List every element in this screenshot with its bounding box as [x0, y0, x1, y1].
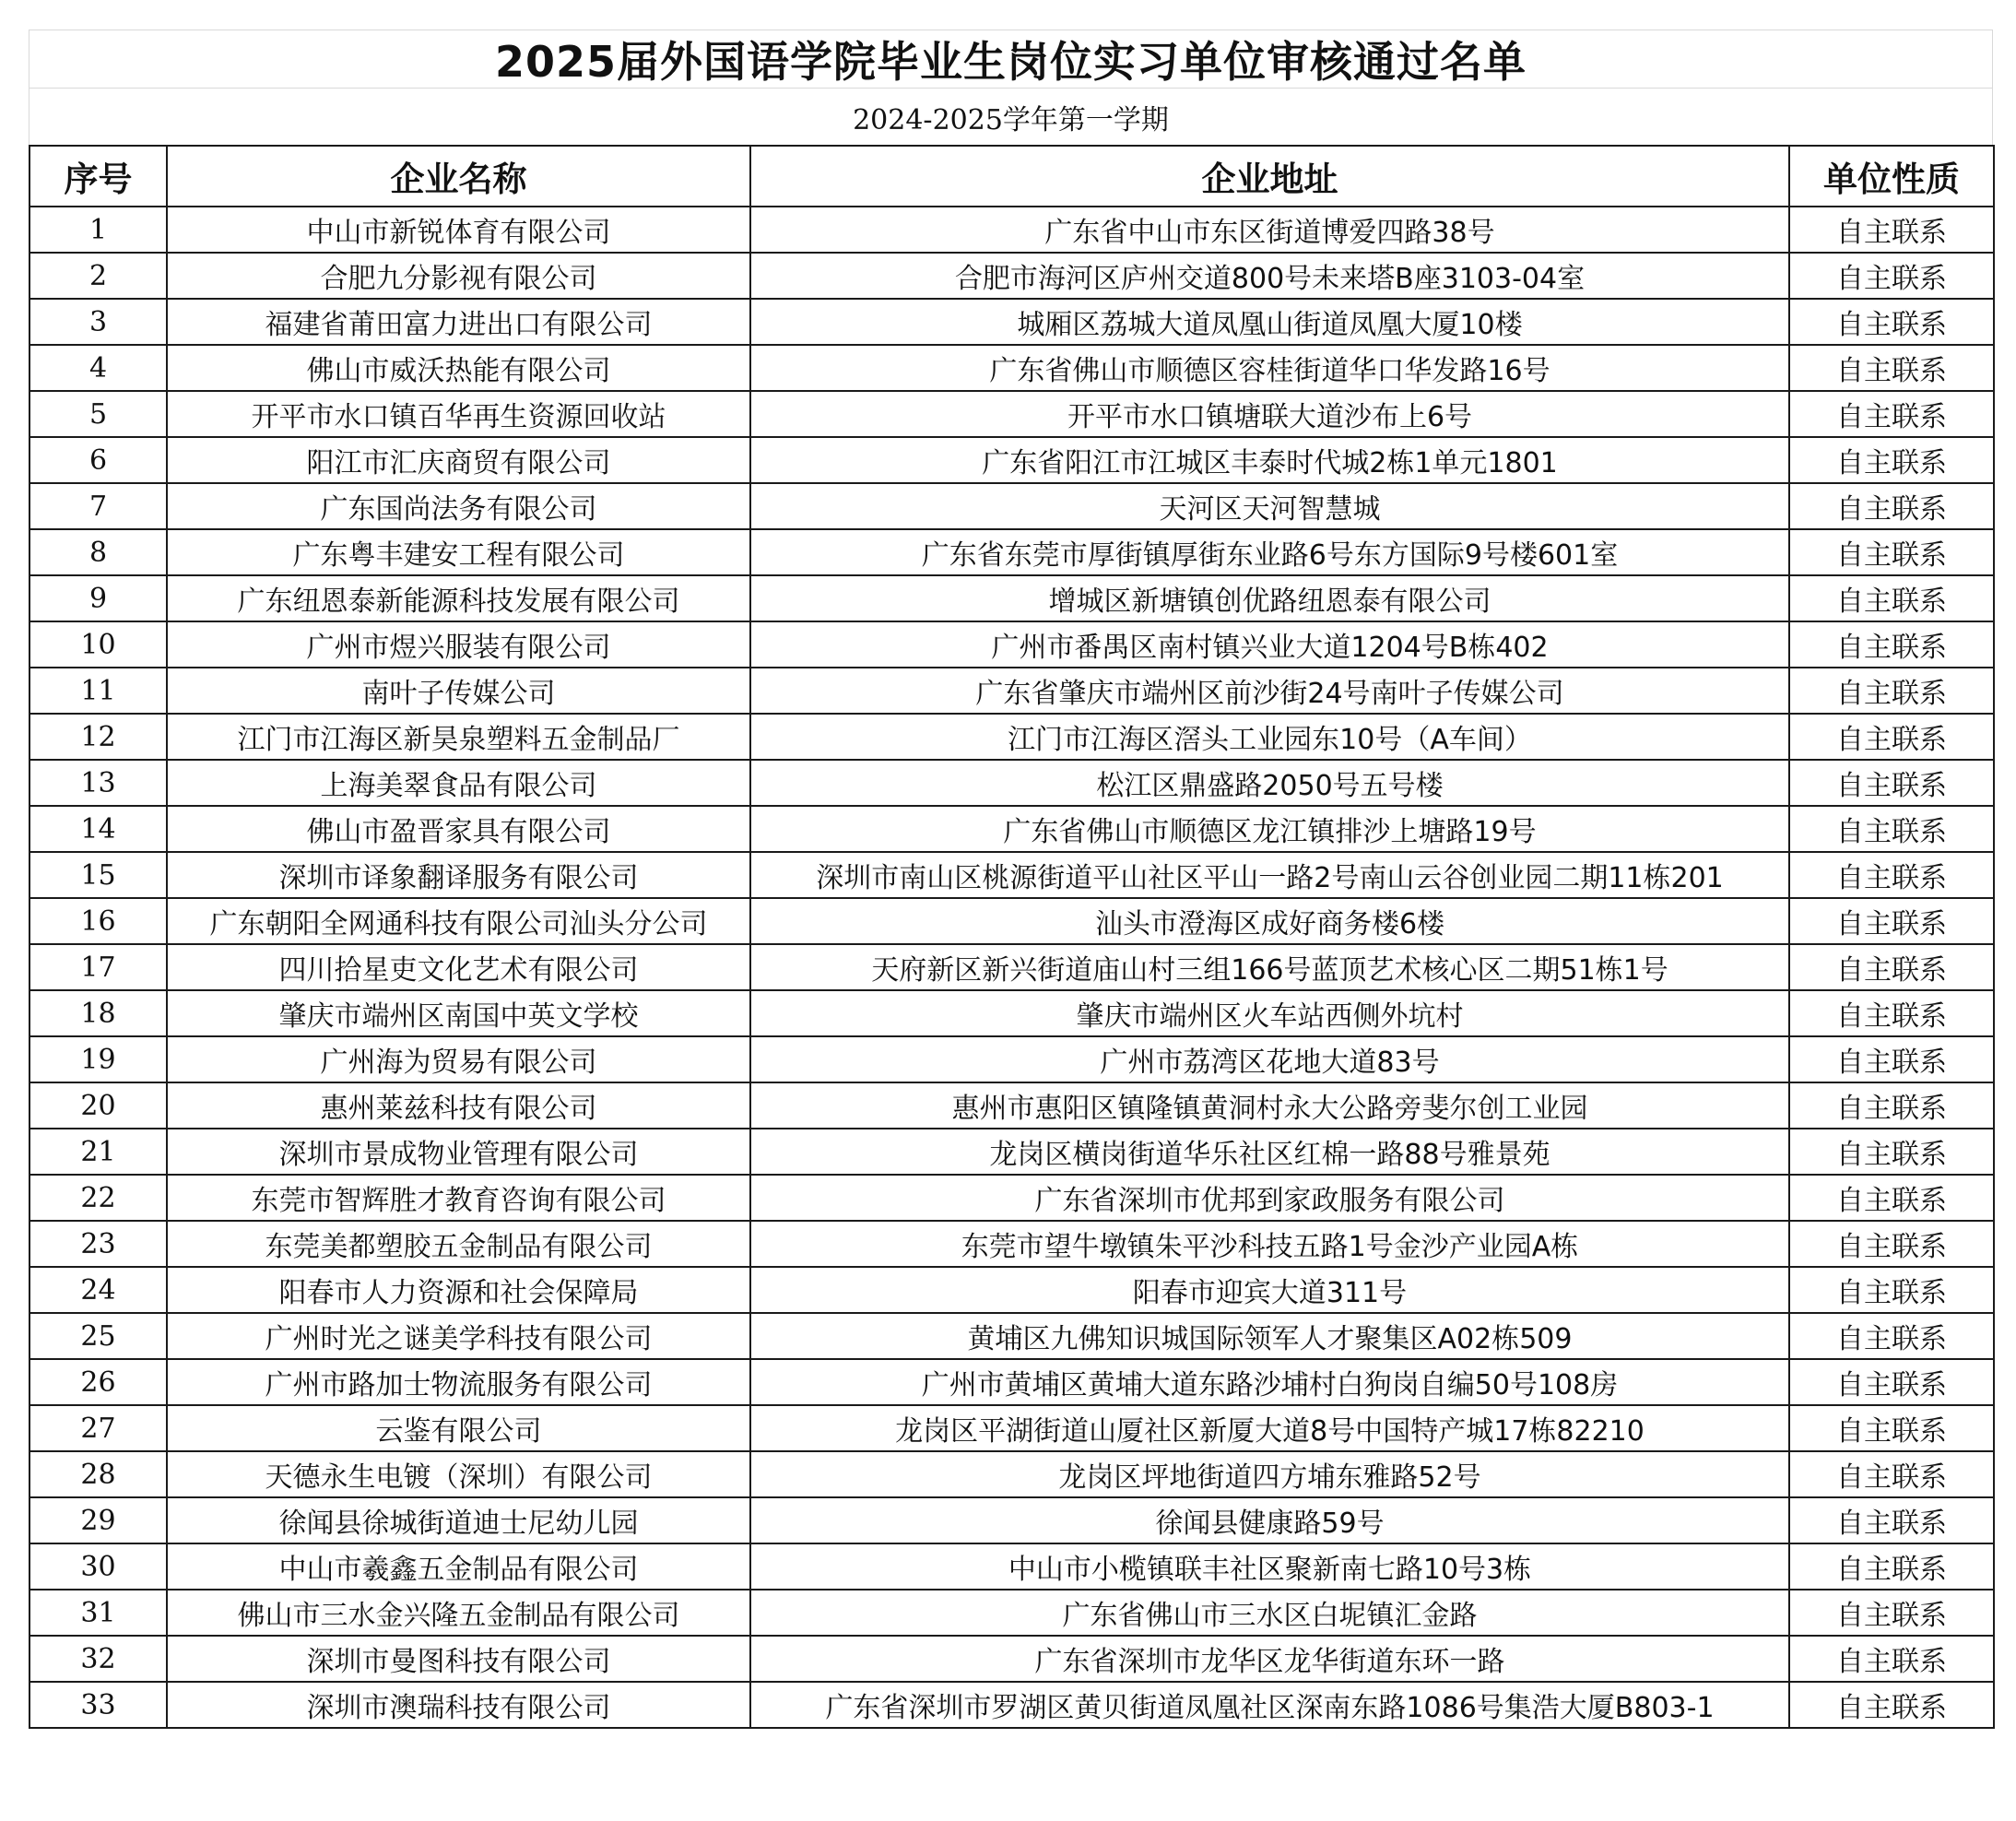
table-row [29, 1543, 1994, 1590]
cell-company-address: 阳春市迎宾大道311号 [750, 1267, 1789, 1313]
cell-company-address: 广州市黄埔区黄埔大道东路沙埔村白狗岗自编50号108房 [750, 1359, 1789, 1405]
table-row [29, 1175, 1994, 1221]
cell-no: 12 [29, 714, 167, 760]
cell-no: 29 [29, 1497, 167, 1543]
table-row [29, 1405, 1994, 1451]
table-row [29, 1313, 1994, 1359]
cell-company-address: 天府新区新兴街道庙山村三组166号蓝顶艺术核心区二期51栋1号 [750, 944, 1789, 990]
cell-unit-type: 自主联系 [1789, 437, 1994, 483]
cell-company-name: 上海美翠食品有限公司 [167, 760, 750, 806]
cell-company-address: 江门市江海区滘头工业园东10号（A车间） [750, 714, 1789, 760]
cell-unit-type: 自主联系 [1789, 253, 1994, 299]
table-row [29, 483, 1994, 529]
header-company-name: 企业名称 [167, 146, 750, 207]
cell-company-address: 广州市番禺区南村镇兴业大道1204号B栋402 [750, 621, 1789, 668]
cell-company-address: 广东省深圳市罗湖区黄贝街道凤凰社区深南东路1086号集浩大厦B803-1 [750, 1682, 1789, 1728]
cell-no: 28 [29, 1451, 167, 1497]
cell-company-name: 云鉴有限公司 [167, 1405, 750, 1451]
table-row [29, 299, 1994, 345]
company-table [29, 145, 1995, 1729]
cell-unit-type: 自主联系 [1789, 1497, 1994, 1543]
cell-company-address: 广州市荔湾区花地大道83号 [750, 1036, 1789, 1082]
cell-company-address: 广东省中山市东区街道博爱四路38号 [750, 207, 1789, 253]
cell-company-address: 城厢区荔城大道凤凰山街道凤凰大厦10楼 [750, 299, 1789, 345]
table-row [29, 898, 1994, 944]
cell-company-name: 广东粤丰建安工程有限公司 [167, 529, 750, 575]
cell-company-address: 广东省深圳市龙华区龙华街道东环一路 [750, 1636, 1789, 1682]
cell-company-name: 徐闻县徐城街道迪士尼幼儿园 [167, 1497, 750, 1543]
cell-company-name: 广州市路加士物流服务有限公司 [167, 1359, 750, 1405]
cell-company-address: 合肥市海河区庐州交道800号未来塔B座3103-04室 [750, 253, 1789, 299]
sheet-subtitle: 2024-2025学年第一学期 [29, 88, 1993, 145]
table-row [29, 529, 1994, 575]
cell-no: 24 [29, 1267, 167, 1313]
cell-no: 11 [29, 668, 167, 714]
table-row [29, 1590, 1994, 1636]
cell-no: 1 [29, 207, 167, 253]
table-row [29, 1636, 1994, 1682]
cell-no: 25 [29, 1313, 167, 1359]
cell-company-name: 南叶子传媒公司 [167, 668, 750, 714]
cell-company-address: 龙岗区平湖街道山厦社区新厦大道8号中国特产城17栋82210 [750, 1405, 1789, 1451]
cell-unit-type: 自主联系 [1789, 1405, 1994, 1451]
cell-no: 7 [29, 483, 167, 529]
cell-no: 21 [29, 1129, 167, 1175]
table-row [29, 621, 1994, 668]
cell-company-address: 龙岗区坪地街道四方埔东雅路52号 [750, 1451, 1789, 1497]
cell-no: 23 [29, 1221, 167, 1267]
cell-no: 19 [29, 1036, 167, 1082]
cell-company-address: 广东省东莞市厚街镇厚街东业路6号东方国际9号楼601室 [750, 529, 1789, 575]
cell-company-name: 合肥九分影视有限公司 [167, 253, 750, 299]
table-row [29, 1129, 1994, 1175]
cell-company-name: 江门市江海区新昊泉塑料五金制品厂 [167, 714, 750, 760]
cell-unit-type: 自主联系 [1789, 207, 1994, 253]
cell-unit-type: 自主联系 [1789, 299, 1994, 345]
cell-company-address: 广东省佛山市三水区白坭镇汇金路 [750, 1590, 1789, 1636]
cell-no: 9 [29, 575, 167, 621]
cell-company-name: 肇庆市端州区南国中英文学校 [167, 990, 750, 1036]
cell-company-name: 中山市新锐体育有限公司 [167, 207, 750, 253]
cell-company-name: 深圳市景成物业管理有限公司 [167, 1129, 750, 1175]
cell-no: 22 [29, 1175, 167, 1221]
cell-no: 5 [29, 391, 167, 437]
cell-no: 27 [29, 1405, 167, 1451]
cell-no: 31 [29, 1590, 167, 1636]
header-no: 序号 [29, 146, 167, 207]
spreadsheet [29, 30, 1993, 1729]
cell-company-name: 东莞市智辉胜才教育咨询有限公司 [167, 1175, 750, 1221]
cell-unit-type: 自主联系 [1789, 990, 1994, 1036]
cell-unit-type: 自主联系 [1789, 898, 1994, 944]
cell-company-address: 徐闻县健康路59号 [750, 1497, 1789, 1543]
table-row [29, 1451, 1994, 1497]
table-row [29, 253, 1994, 299]
table-row [29, 1682, 1994, 1728]
cell-unit-type: 自主联系 [1789, 483, 1994, 529]
cell-unit-type: 自主联系 [1789, 1175, 1994, 1221]
table-row [29, 437, 1994, 483]
cell-no: 8 [29, 529, 167, 575]
sheet-title: 2025届外国语学院毕业生岗位实习单位审核通过名单 [29, 30, 1993, 88]
cell-no: 33 [29, 1682, 167, 1728]
cell-company-address: 增城区新塘镇创优路纽恩泰有限公司 [750, 575, 1789, 621]
cell-no: 3 [29, 299, 167, 345]
cell-company-name: 深圳市曼图科技有限公司 [167, 1636, 750, 1682]
cell-company-address: 东莞市望牛墩镇朱平沙科技五路1号金沙产业园A栋 [750, 1221, 1789, 1267]
cell-company-address: 深圳市南山区桃源街道平山社区平山一路2号南山云谷创业园二期11栋201 [750, 852, 1789, 898]
table-row [29, 575, 1994, 621]
cell-no: 6 [29, 437, 167, 483]
cell-company-address: 广东省深圳市优邦到家政服务有限公司 [750, 1175, 1789, 1221]
cell-no: 15 [29, 852, 167, 898]
cell-company-name: 东莞美都塑胶五金制品有限公司 [167, 1221, 750, 1267]
cell-company-name: 广东国尚法务有限公司 [167, 483, 750, 529]
table-row [29, 760, 1994, 806]
cell-company-address: 广东省佛山市顺德区龙江镇排沙上塘路19号 [750, 806, 1789, 852]
cell-unit-type: 自主联系 [1789, 760, 1994, 806]
table-row [29, 345, 1994, 391]
cell-company-address: 龙岗区横岗街道华乐社区红棉一路88号雅景苑 [750, 1129, 1789, 1175]
cell-company-name: 广州海为贸易有限公司 [167, 1036, 750, 1082]
table-row [29, 391, 1994, 437]
table-row [29, 1497, 1994, 1543]
cell-unit-type: 自主联系 [1789, 1221, 1994, 1267]
cell-unit-type: 自主联系 [1789, 806, 1994, 852]
cell-company-address: 松江区鼎盛路2050号五号楼 [750, 760, 1789, 806]
cell-company-name: 中山市羲鑫五金制品有限公司 [167, 1543, 750, 1590]
cell-company-address: 汕头市澄海区成好商务楼6楼 [750, 898, 1789, 944]
cell-unit-type: 自主联系 [1789, 1451, 1994, 1497]
cell-unit-type: 自主联系 [1789, 1543, 1994, 1590]
cell-company-address: 广东省肇庆市端州区前沙街24号南叶子传媒公司 [750, 668, 1789, 714]
cell-no: 14 [29, 806, 167, 852]
cell-company-address: 中山市小榄镇联丰社区聚新南七路10号3栋 [750, 1543, 1789, 1590]
table-row [29, 1036, 1994, 1082]
cell-no: 20 [29, 1082, 167, 1129]
cell-company-address: 黄埔区九佛知识城国际领军人才聚集区A02栋509 [750, 1313, 1789, 1359]
cell-no: 10 [29, 621, 167, 668]
table-row [29, 714, 1994, 760]
table-row [29, 1221, 1994, 1267]
cell-no: 18 [29, 990, 167, 1036]
cell-company-name: 深圳市译象翻译服务有限公司 [167, 852, 750, 898]
cell-company-address: 惠州市惠阳区镇隆镇黄洞村永大公路旁斐尔创工业园 [750, 1082, 1789, 1129]
cell-company-address: 肇庆市端州区火车站西侧外坑村 [750, 990, 1789, 1036]
header-unit-type: 单位性质 [1789, 146, 1994, 207]
cell-company-name: 佛山市威沃热能有限公司 [167, 345, 750, 391]
cell-unit-type: 自主联系 [1789, 1636, 1994, 1682]
table-row [29, 990, 1994, 1036]
cell-no: 17 [29, 944, 167, 990]
cell-unit-type: 自主联系 [1789, 944, 1994, 990]
header-company-address: 企业地址 [750, 146, 1789, 207]
cell-company-address: 广东省阳江市江城区丰泰时代城2栋1单元1801 [750, 437, 1789, 483]
cell-no: 16 [29, 898, 167, 944]
cell-company-address: 开平市水口镇塘联大道沙布上6号 [750, 391, 1789, 437]
cell-company-name: 佛山市盈晋家具有限公司 [167, 806, 750, 852]
table-row [29, 806, 1994, 852]
cell-unit-type: 自主联系 [1789, 1590, 1994, 1636]
cell-company-name: 广州时光之谜美学科技有限公司 [167, 1313, 750, 1359]
cell-company-address: 广东省佛山市顺德区容桂街道华口华发路16号 [750, 345, 1789, 391]
cell-unit-type: 自主联系 [1789, 345, 1994, 391]
cell-unit-type: 自主联系 [1789, 1682, 1994, 1728]
cell-no: 26 [29, 1359, 167, 1405]
cell-company-name: 福建省莆田富力进出口有限公司 [167, 299, 750, 345]
cell-unit-type: 自主联系 [1789, 391, 1994, 437]
table-row [29, 944, 1994, 990]
cell-no: 30 [29, 1543, 167, 1590]
cell-no: 2 [29, 253, 167, 299]
cell-company-name: 广东朝阳全网通科技有限公司汕头分公司 [167, 898, 750, 944]
cell-company-name: 四川拾星吏文化艺术有限公司 [167, 944, 750, 990]
table-row [29, 852, 1994, 898]
table-row [29, 1359, 1994, 1405]
cell-unit-type: 自主联系 [1789, 1267, 1994, 1313]
cell-company-address: 天河区天河智慧城 [750, 483, 1789, 529]
cell-unit-type: 自主联系 [1789, 852, 1994, 898]
cell-company-name: 开平市水口镇百华再生资源回收站 [167, 391, 750, 437]
cell-company-name: 佛山市三水金兴隆五金制品有限公司 [167, 1590, 750, 1636]
cell-company-name: 广东纽恩泰新能源科技发展有限公司 [167, 575, 750, 621]
cell-no: 4 [29, 345, 167, 391]
cell-no: 32 [29, 1636, 167, 1682]
cell-company-name: 天德永生电镀（深圳）有限公司 [167, 1451, 750, 1497]
table-row [29, 1267, 1994, 1313]
cell-company-name: 惠州莱兹科技有限公司 [167, 1082, 750, 1129]
cell-unit-type: 自主联系 [1789, 575, 1994, 621]
table-row [29, 1082, 1994, 1129]
cell-unit-type: 自主联系 [1789, 1359, 1994, 1405]
cell-company-name: 深圳市澳瑞科技有限公司 [167, 1682, 750, 1728]
cell-company-name: 阳春市人力资源和社会保障局 [167, 1267, 750, 1313]
cell-no: 13 [29, 760, 167, 806]
cell-unit-type: 自主联系 [1789, 1082, 1994, 1129]
cell-unit-type: 自主联系 [1789, 1036, 1994, 1082]
table-body [29, 207, 1994, 1728]
cell-company-name: 广州市煜兴服装有限公司 [167, 621, 750, 668]
cell-unit-type: 自主联系 [1789, 668, 1994, 714]
cell-unit-type: 自主联系 [1789, 529, 1994, 575]
cell-company-name: 阳江市汇庆商贸有限公司 [167, 437, 750, 483]
header-row [29, 146, 1994, 207]
cell-unit-type: 自主联系 [1789, 1129, 1994, 1175]
cell-unit-type: 自主联系 [1789, 714, 1994, 760]
cell-unit-type: 自主联系 [1789, 1313, 1994, 1359]
table-row [29, 207, 1994, 253]
cell-unit-type: 自主联系 [1789, 621, 1994, 668]
table-row [29, 668, 1994, 714]
